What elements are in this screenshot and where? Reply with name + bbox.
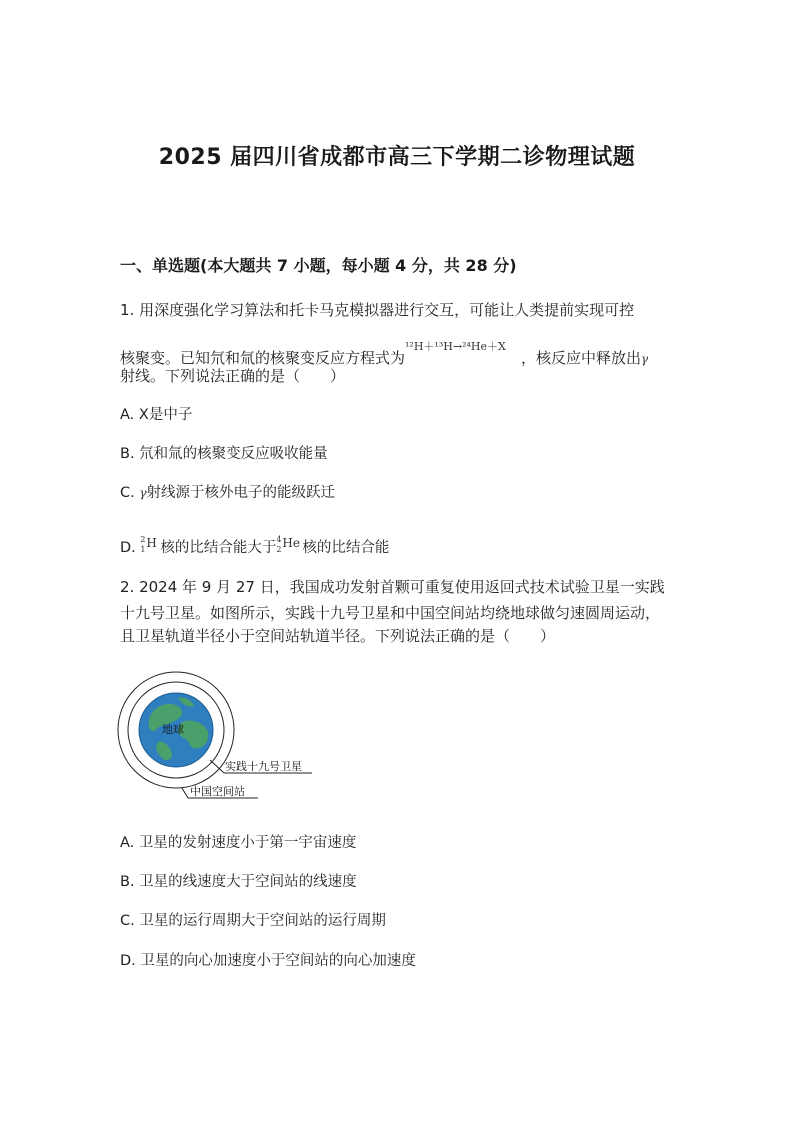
q2-option-b: B. 卫星的线速度大于空间站的线速度 (120, 874, 357, 890)
q1-option-a: A. X是中子 (120, 407, 193, 423)
q1-option-b: B. 氘和氚的核聚变反应吸收能量 (120, 446, 328, 462)
isotope-atomic-number: 1 (140, 545, 146, 554)
fusion-equation (405, 337, 521, 359)
q1-line-2-end: ，核反应中释放出 (521, 349, 642, 367)
gamma-symbol: γ (139, 486, 147, 500)
page-title: 2025 届四川省成都市高三下学期二诊物理试题 (158, 145, 636, 170)
isotope-mass-number: 2 (140, 535, 146, 544)
q1-option-d (120, 533, 389, 558)
q1-line-3: 射线。下列说法正确的是（ ） (120, 367, 346, 385)
q1-line-1: 1. 用深度强化学习算法和托卡马克模拟器进行交互，可能让人类提前实现可控 (120, 301, 635, 319)
isotope-atomic-number: 2 (276, 545, 282, 554)
section-heading: 一、单选题(本大题共 7 小题，每小题 4 分，共 28 分) (120, 256, 517, 275)
isotope-symbol: H (146, 536, 157, 550)
fusion-equation-text: ¹²H＋¹³H→²⁴He＋X (405, 340, 506, 353)
station-label: 中国空间站 (190, 785, 245, 798)
helium-isotope (276, 533, 302, 554)
q1-option-c-prefix: C. (120, 485, 135, 501)
earth-label: 地球 (162, 723, 184, 736)
satellite-label: 实践十九号卫星 (225, 760, 302, 773)
q1-line-2-text: 核聚变。已知氘和氚的核聚变反应方程式为 (120, 349, 406, 367)
gamma-symbol: γ (641, 352, 649, 366)
q2-option-a: A. 卫星的发射速度小于第一宇宙速度 (120, 835, 357, 851)
q2-line-3: 且卫星轨道半径小于空间站轨道半径。下列说法正确的是（ ） (120, 627, 556, 645)
deuterium-isotope (140, 533, 160, 554)
q2-option-d: D. 卫星的向心加速度小于空间站的向心加速度 (120, 953, 416, 969)
q1-option-d-end: 核的比结合能 (302, 540, 390, 556)
q1-option-d-mid: 核的比结合能大于 (160, 540, 277, 556)
isotope-mass-number: 4 (276, 535, 282, 544)
q2-line-1: 2. 2024 年 9 月 27 日，我国成功发射首颗可重复使用返回式技术试验卫星一实践 (120, 578, 665, 596)
q1-option-d-prefix: D. (120, 540, 136, 556)
orbit-diagram (116, 670, 322, 810)
q1-line-2 (120, 337, 648, 369)
q2-line-2: 十九号卫星。如图所示，实践十九号卫星和中国空间站均绕地球做匀速圆周运动， (120, 604, 661, 622)
station-leader-line (182, 788, 188, 798)
q1-option-c (120, 483, 335, 503)
q1-option-c-text: 射线源于核外电子的能级跃迁 (146, 485, 336, 501)
q2-option-c: C. 卫星的运行周期大于空间站的运行周期 (120, 913, 386, 929)
isotope-symbol: He (282, 536, 300, 550)
